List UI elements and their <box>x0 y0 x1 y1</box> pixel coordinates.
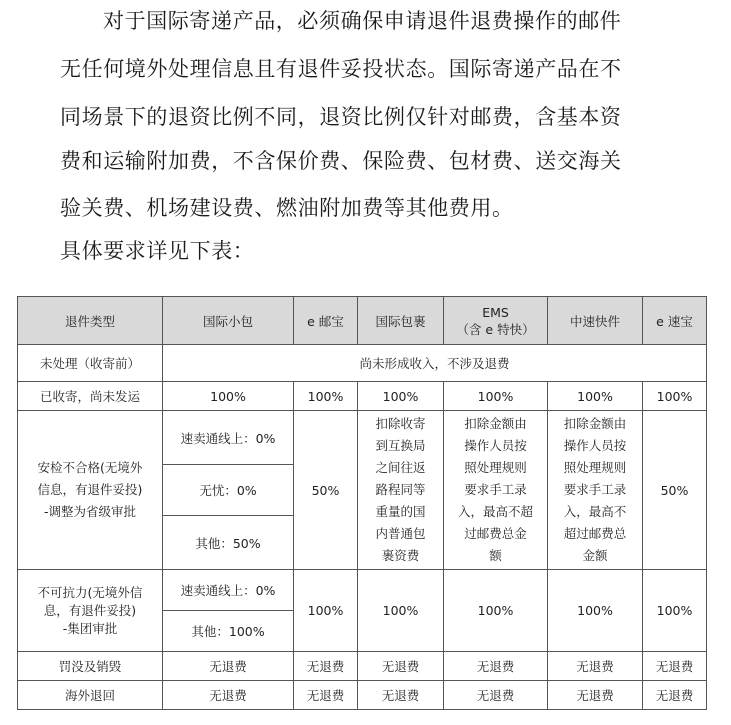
cell-value: 无退费 <box>444 681 548 710</box>
row-label-confiscated: 罚没及销毁 <box>18 652 163 681</box>
cell-value: 无退费 <box>163 681 294 710</box>
paragraph-line: 具体要求详见下表： <box>60 239 255 263</box>
paragraph-line: 费和运输附加费，不含保价费、保险费、包材费、送交海关 <box>60 149 622 173</box>
cell-value: 100% <box>643 570 707 652</box>
paragraph-line: 无任何境外处理信息且有退件妥投状态。国际寄递产品在不 <box>60 57 622 81</box>
sub-rate-other: 其他：100% <box>163 611 294 652</box>
paragraph-line: 同场景下的退资比例不同，退资比例仅针对邮费，含基本资 <box>60 105 622 129</box>
cell-value: 无退费 <box>358 681 444 710</box>
table-row <box>18 382 707 411</box>
header-e-mail-treasure: e 邮宝 <box>294 297 358 345</box>
table-row <box>18 570 707 611</box>
table-row <box>18 652 707 681</box>
row-label-overseas-return: 海外退回 <box>18 681 163 710</box>
table-row <box>18 681 707 710</box>
row-label-collected: 已收寄，尚未发运 <box>18 382 163 411</box>
cell-note-intl-package: 扣除收寄 到互换局 之间往返 路程同等 重量的国 内普通包 裹资费 <box>358 411 444 570</box>
cell-value: 无退费 <box>358 652 444 681</box>
paragraph-line: 验关费、机场建设费、燃油附加费等其他费用。 <box>60 196 514 220</box>
sub-rate-other: 其他：50% <box>163 516 294 570</box>
cell-value: 无退费 <box>163 652 294 681</box>
cell-value: 100% <box>294 382 358 411</box>
cell-value: 100% <box>548 570 643 652</box>
row-label-security: 安检不合格(无境外 信息，有退件妥投) -调整为省级审批 <box>18 411 163 570</box>
cell-value: 100% <box>163 382 294 411</box>
cell-value: 100% <box>444 570 548 652</box>
refund-rules-table <box>17 296 707 710</box>
cell-value: 无退费 <box>294 652 358 681</box>
sub-rate-wuyou: 无忧：0% <box>163 465 294 516</box>
paragraph-line: 对于国际寄递产品，必须确保申请退件退费操作的邮件 <box>103 9 622 33</box>
table-row <box>18 345 707 382</box>
sub-rate-aliexpress: 速卖通线上：0% <box>163 411 294 465</box>
cell-note-ems: 扣除金额由 操作人员按 照处理规则 要求手工录 入，最高不超 过邮费总金 额 <box>444 411 548 570</box>
header-refund-type: 退件类型 <box>18 297 163 345</box>
header-zhongsu-express: 中速快件 <box>548 297 643 345</box>
header-ems: EMS （含 e 特快） <box>444 297 548 345</box>
cell-value: 100% <box>643 382 707 411</box>
cell-value: 100% <box>444 382 548 411</box>
merged-note-unprocessed: 尚未形成收入，不涉及退费 <box>163 345 707 382</box>
header-e-speed-treasure: e 速宝 <box>643 297 707 345</box>
cell-value: 无退费 <box>643 681 707 710</box>
cell-value: 50% <box>643 411 707 570</box>
row-label-unprocessed: 未处理（收寄前） <box>18 345 163 382</box>
cell-value: 无退费 <box>643 652 707 681</box>
cell-value: 100% <box>358 382 444 411</box>
header-intl-small-parcel: 国际小包 <box>163 297 294 345</box>
cell-value: 无退费 <box>294 681 358 710</box>
sub-rate-aliexpress: 速卖通线上：0% <box>163 570 294 611</box>
cell-value: 50% <box>294 411 358 570</box>
table-header-row <box>18 297 707 345</box>
row-label-force-majeure: 不可抗力(无境外信 息，有退件妥投) -集团审批 <box>18 570 163 652</box>
table-row <box>18 411 707 465</box>
cell-value: 无退费 <box>548 652 643 681</box>
cell-value: 无退费 <box>548 681 643 710</box>
cell-value: 100% <box>548 382 643 411</box>
cell-value: 100% <box>358 570 444 652</box>
cell-value: 100% <box>294 570 358 652</box>
header-intl-package: 国际包裹 <box>358 297 444 345</box>
cell-note-zhongsu: 扣除金额由 操作人员按 照处理规则 要求手工录 入，最高不 超过邮费总 金额 <box>548 411 643 570</box>
cell-value: 无退费 <box>444 652 548 681</box>
